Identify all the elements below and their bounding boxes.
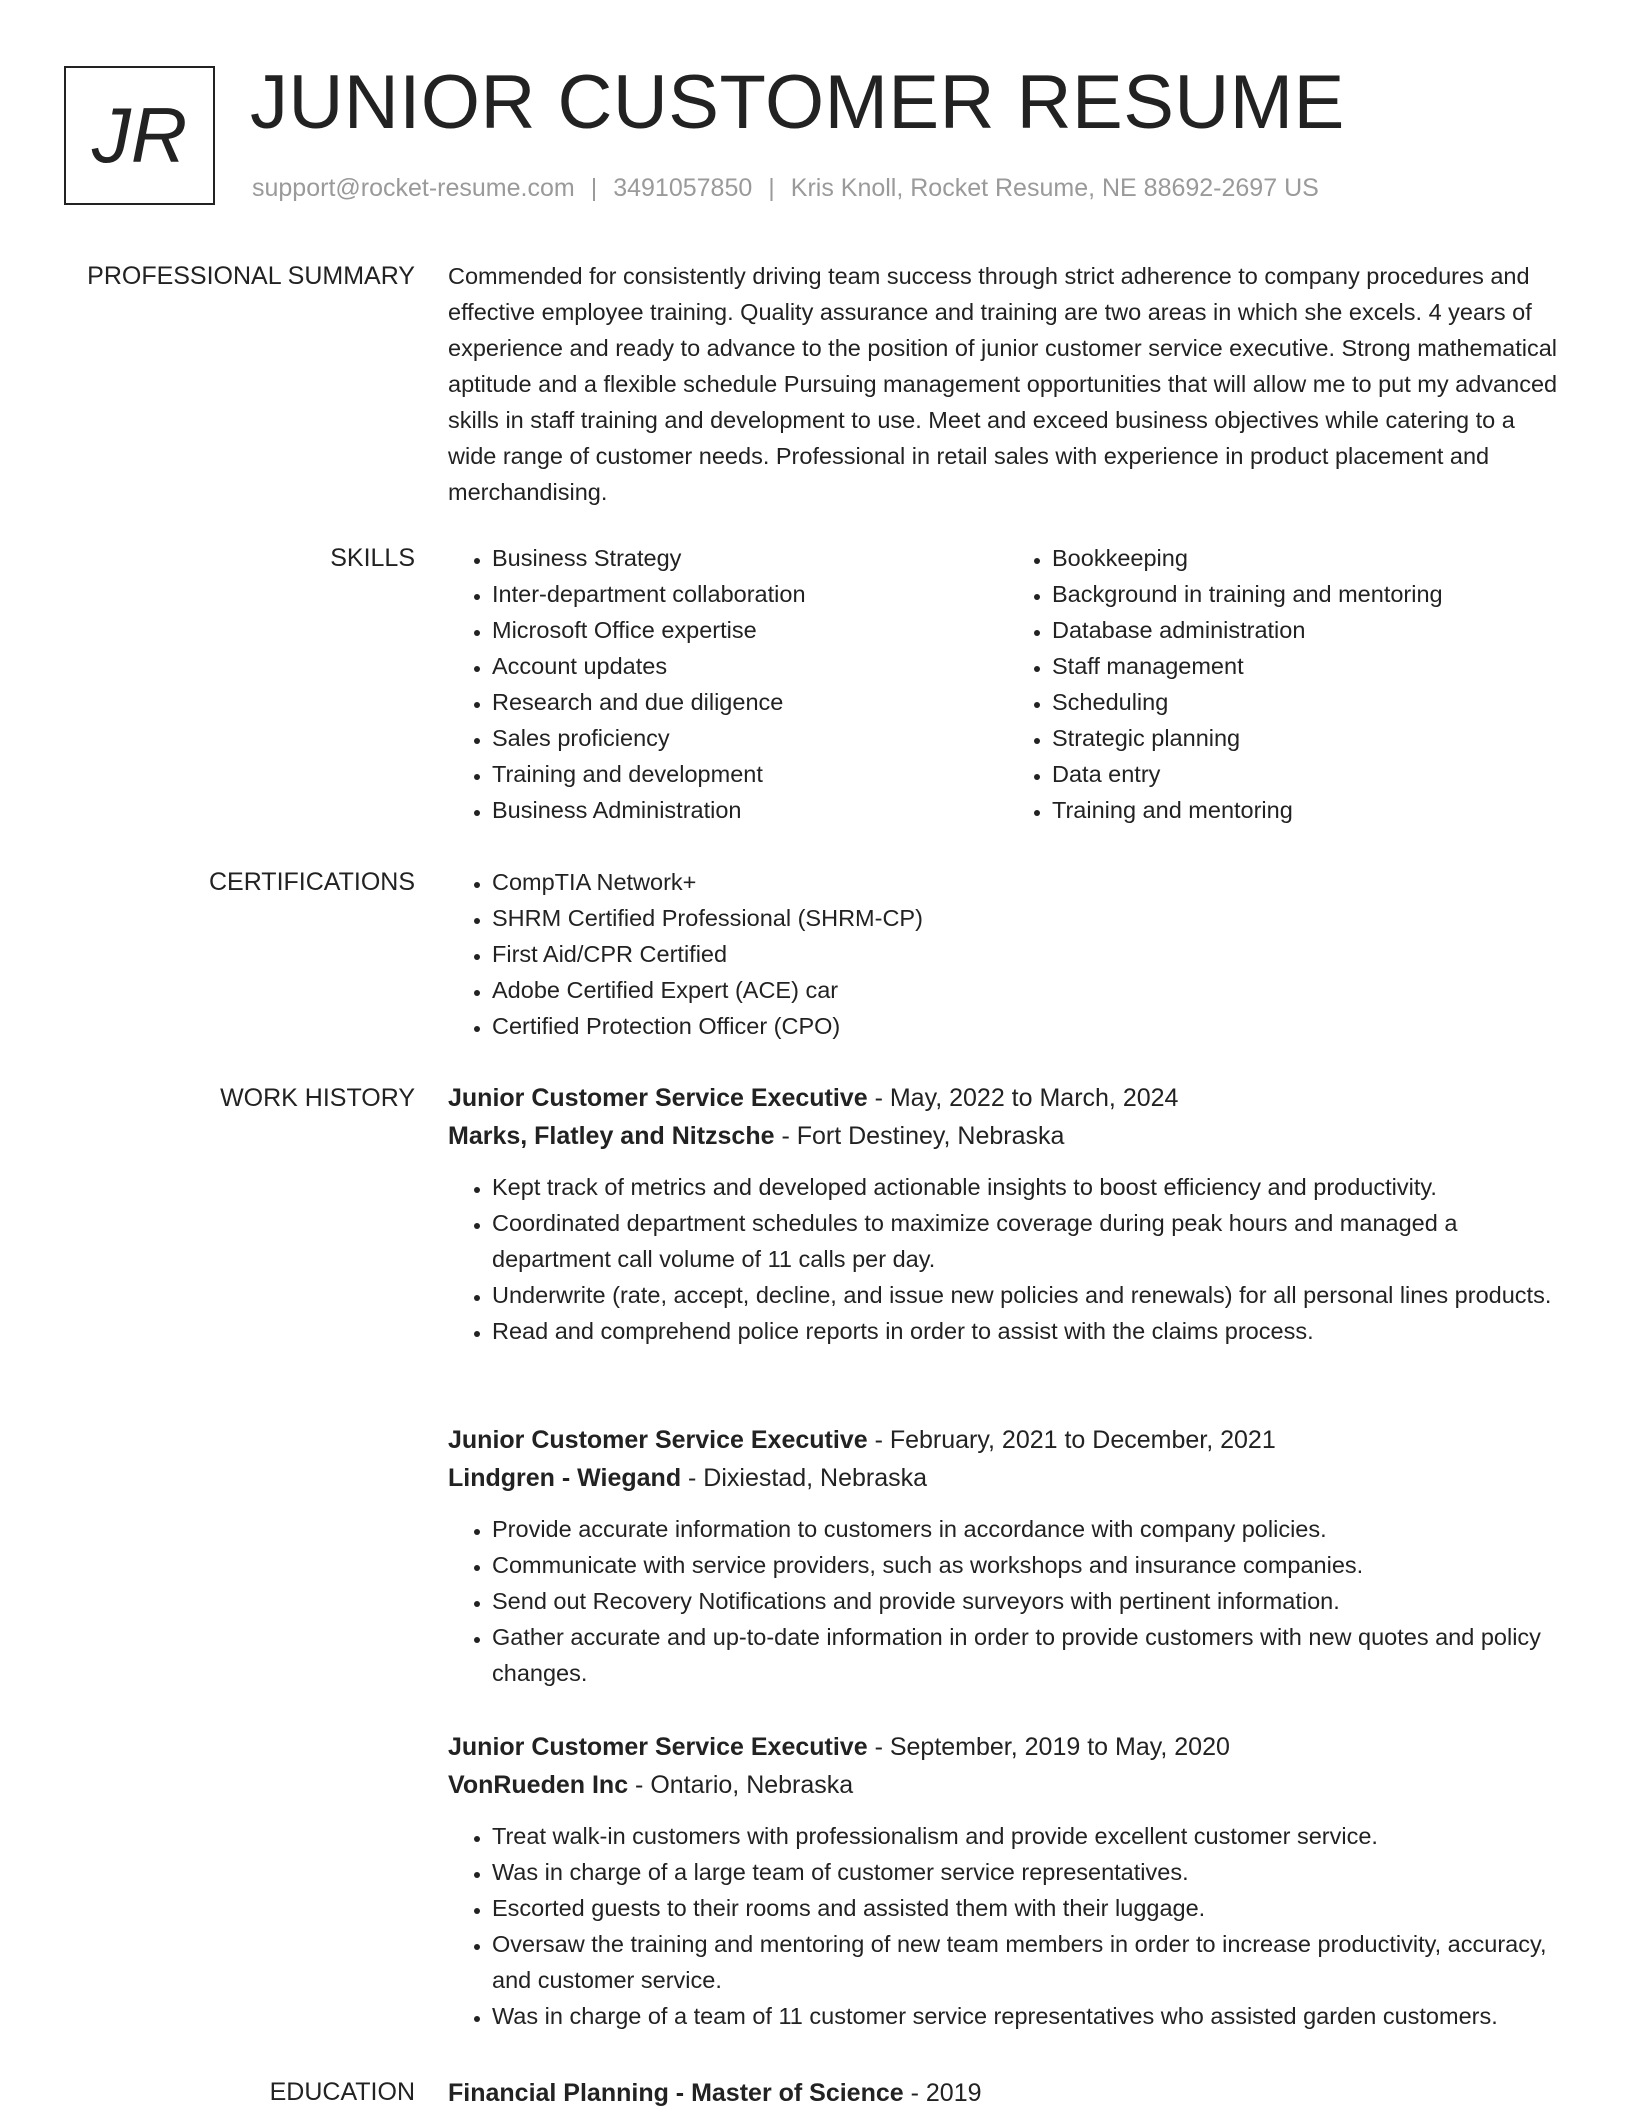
certification-item: • SHRM Certified Professional (SHRM-CP) (492, 900, 1568, 936)
skill-item: • Account updates (492, 648, 1008, 684)
certification-item: • Adobe Certified Expert (ACE) car (492, 972, 1568, 1008)
job-bullet: • Was in charge of a team of 11 customer service representatives who assisted garden customers. (492, 1998, 1568, 2034)
job-content (448, 1421, 1568, 1691)
section-label-skills: SKILLS (330, 544, 415, 572)
job-company-line (448, 1766, 1568, 1804)
skills-columns (448, 540, 1568, 828)
education-year: - 2019 (903, 2079, 982, 2107)
job-bullet: • Gather accurate and up-to-date information in order to provide customers with new quotes and policy changes. (492, 1619, 1568, 1691)
job-bullet: • Coordinated department schedules to maximize coverage during peak hours and managed a department call volume of 11 calls per day. (492, 1205, 1568, 1277)
skill-item: • Staff management (1052, 648, 1568, 684)
contact-address: Kris Knoll, Rocket Resume, NE 88692-2697 US (790, 174, 1319, 202)
certifications-list (448, 864, 1568, 1044)
job-bullet: • Communicate with service providers, such as workshops and insurance companies. (492, 1547, 1568, 1583)
job-company: Lindgren - Wiegand (448, 1464, 682, 1492)
skill-item: • Strategic planning (1052, 720, 1568, 756)
job-content (448, 1079, 1568, 1349)
skill-item: • Business Administration (492, 792, 1008, 828)
skill-item: • Bookkeeping (1052, 540, 1568, 576)
skill-item: • Scheduling (1052, 684, 1568, 720)
certifications-content (448, 864, 1568, 1044)
skill-item: • Sales proficiency (492, 720, 1008, 756)
job-company-line (448, 1459, 1568, 1497)
education-line (448, 2074, 1568, 2112)
certification-item: • Certified Protection Officer (CPO) (492, 1008, 1568, 1044)
skill-item: • Training and mentoring (1052, 792, 1568, 828)
section-label-summary: PROFESSIONAL SUMMARY (87, 262, 415, 290)
job-company-line (448, 1117, 1568, 1155)
job-bullet: • Underwrite (rate, accept, decline, and issue new policies and renewals) for all personal lines products. (492, 1277, 1568, 1313)
job-dates: - September, 2019 to May, 2020 (867, 1733, 1230, 1761)
skill-item: • Microsoft Office expertise (492, 612, 1008, 648)
job-content (448, 1728, 1568, 2034)
summary-text: Commended for consistently driving team success through strict adherence to company procedures and effective employee training. Quality assurance and training are two areas in which she excels. 4 years of experience and ready to advance to the position of junior customer service executive. Strong mathematical aptitude and a flexible schedule Pursuing management opportunities that will allow me to put my advanced skills in staff training and development to use. Meet and exceed business objectives while catering to a wide range of customer needs. Professional in retail sales with experience in product placement and merchandising. (448, 263, 1558, 505)
job-title: Junior Customer Service Executive (448, 1426, 868, 1454)
job-location: - Dixiestad, Nebraska (681, 1464, 928, 1492)
job-bullet: • Was in charge of a large team of customer service representatives. (492, 1854, 1568, 1890)
initials-monogram: JR (64, 66, 215, 205)
job-bullet: • Treat walk-in customers with professionalism and provide excellent customer service. (492, 1818, 1568, 1854)
contact-separator: | (590, 174, 598, 202)
job-title-line (448, 1421, 1568, 1459)
job-bullets (448, 1818, 1568, 2034)
contact-email: support@rocket-resume.com (252, 174, 575, 202)
job-bullet: • Kept track of metrics and developed actionable insights to boost efficiency and productivity. (492, 1169, 1568, 1205)
job-bullet: • Oversaw the training and mentoring of new team members in order to increase productivity, accuracy, and customer service. (492, 1926, 1568, 1998)
skill-item: • Training and development (492, 756, 1008, 792)
job-bullets (448, 1169, 1568, 1349)
job-title: Junior Customer Service Executive (448, 1084, 868, 1112)
skill-item: • Research and due diligence (492, 684, 1008, 720)
skill-item: • Inter-department collaboration (492, 576, 1008, 612)
section-label-certifications: CERTIFICATIONS (208, 868, 415, 896)
job-title-line (448, 1079, 1568, 1117)
section-label-work: WORK HISTORY (220, 1084, 415, 1112)
skill-item: • Background in training and mentoring (1052, 576, 1568, 612)
job-bullet: • Provide accurate information to customers in accordance with company policies. (492, 1511, 1568, 1547)
summary-content (448, 258, 1568, 510)
contact-phone: 3491057850 (613, 174, 753, 202)
job-dates: - May, 2022 to March, 2024 (867, 1084, 1179, 1112)
education-content (448, 2074, 1568, 2112)
job-location: - Fort Destiney, Nebraska (774, 1122, 1065, 1150)
certification-item: • First Aid/CPR Certified (492, 936, 1568, 972)
skill-item: • Business Strategy (492, 540, 1008, 576)
contact-separator: | (768, 174, 775, 202)
job-location: - Ontario, Nebraska (628, 1771, 854, 1799)
skills-list-left (448, 540, 1008, 828)
job-bullets (448, 1511, 1568, 1691)
skills-list-right (1008, 540, 1568, 828)
skill-item: • Database administration (1052, 612, 1568, 648)
job-bullet: • Read and comprehend police reports in order to assist with the claims process. (492, 1313, 1568, 1349)
job-title-line (448, 1728, 1568, 1766)
resume-title: JUNIOR CUSTOMER RESUME (250, 60, 1345, 145)
job-dates: - February, 2021 to December, 2021 (867, 1426, 1276, 1454)
education-degree: Financial Planning - Master of Science (448, 2079, 904, 2107)
certification-item: • CompTIA Network+ (492, 864, 1568, 900)
job-company: Marks, Flatley and Nitzsche (448, 1122, 775, 1150)
contact-line (252, 174, 1319, 203)
skill-item: • Data entry (1052, 756, 1568, 792)
section-label-education: EDUCATION (269, 2078, 415, 2106)
job-bullet: • Send out Recovery Notifications and provide surveyors with pertinent information. (492, 1583, 1568, 1619)
job-company: VonRueden Inc (448, 1771, 629, 1799)
job-title: Junior Customer Service Executive (448, 1733, 868, 1761)
job-bullet: • Escorted guests to their rooms and assisted them with their luggage. (492, 1890, 1568, 1926)
